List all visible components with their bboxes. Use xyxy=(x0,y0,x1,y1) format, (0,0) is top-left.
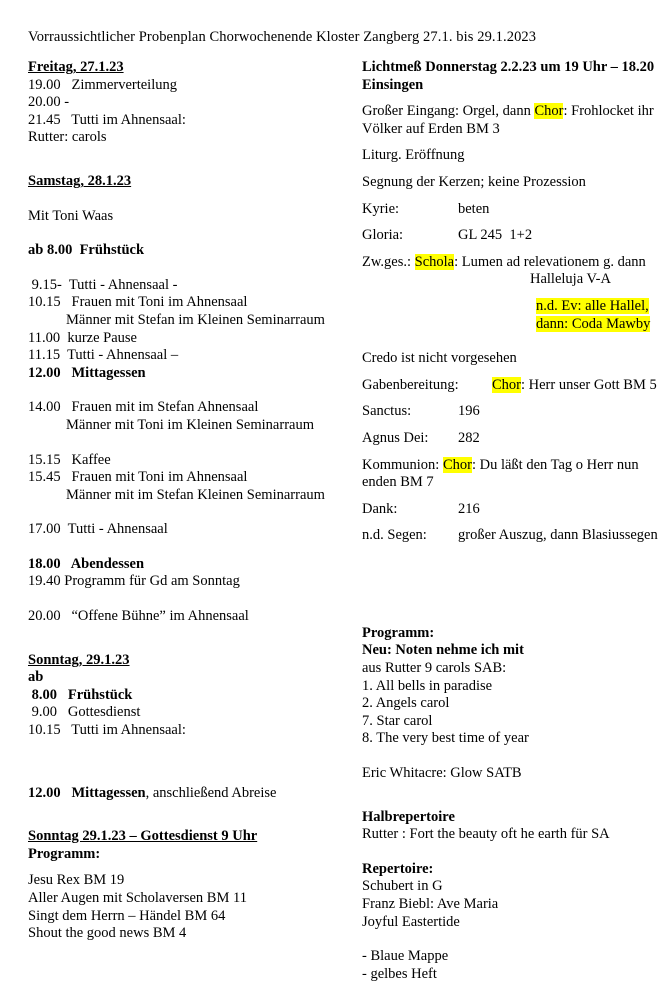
sunday-line-1: 8.00 Frühstück xyxy=(28,686,133,703)
nd-ev-highlight-2: dann: Coda Mawby xyxy=(536,315,651,332)
zwges-line xyxy=(362,254,668,272)
gabenbereitung-row xyxy=(362,377,668,395)
saturday-evening-tutti: 17.00 Tutti - Ahnensaal xyxy=(28,521,168,538)
saturday-morning-1: 9.15- Tutti - Ahnensaal - xyxy=(28,276,178,293)
saturday-morning-2: 10.15 Frauen mit Toni im Ahnensaal xyxy=(28,294,248,311)
document-title: Vorraussichtlicher Probenplan Chorwochenende Kloster Zangberg 27.1. bis 29.1.2023 xyxy=(28,29,537,45)
sunday-lunch-time: 12.00 Mittagessen xyxy=(28,784,146,801)
zwges-schola-highlight: Schola xyxy=(414,253,455,270)
kommunion-value: : Du läßt den Tag o Herr nun xyxy=(471,456,639,473)
dank-value: 216 xyxy=(458,500,480,517)
service-heading: Sonntag 29.1.23 – Gottesdienst 9 Uhr xyxy=(28,828,258,845)
spacer xyxy=(28,539,358,556)
materials-item-2: - gelbes Heft xyxy=(362,965,437,982)
liturg-opening: Liturg. Eröffnung xyxy=(362,147,465,164)
repertoire-item-3: Joyful Eastertide xyxy=(362,913,460,930)
friday-section xyxy=(28,59,358,147)
spacer xyxy=(362,748,668,765)
gabenbereitung-label: Gabenbereitung: xyxy=(362,376,459,393)
programm-item-2: 2. Angels carol xyxy=(362,695,450,712)
spacer xyxy=(362,245,668,254)
sunday-ab: ab xyxy=(28,669,44,686)
saturday-afternoon-2: Männer mit Toni im Kleinen Seminarraum xyxy=(66,416,314,433)
service-item-4: Shout the good news BM 4 xyxy=(28,925,187,942)
service-item-3: Singt dem Herrn – Händel BM 64 xyxy=(28,907,226,924)
entrance-line-1 xyxy=(362,103,668,121)
saturday-morning-4: 11.00 kurze Pause xyxy=(28,329,137,346)
spacer xyxy=(362,192,668,201)
zwges-label: Zw.ges.: xyxy=(362,253,415,270)
sunday-heading: Sonntag, 29.1.23 xyxy=(28,651,130,668)
left-column xyxy=(28,59,358,943)
lichtmess-section xyxy=(362,59,668,545)
spacer xyxy=(362,289,668,298)
spacer xyxy=(362,94,668,103)
spacer xyxy=(28,863,358,872)
spacer xyxy=(362,448,668,457)
saturday-program-gd: 19.40 Programm für Gd am Sonntag xyxy=(28,573,240,590)
gloria-label: Gloria: xyxy=(362,227,404,244)
friday-line-3: 21.45 Tutti im Ahnensaal: xyxy=(28,111,186,128)
sunday-line-2: 9.00 Gottesdienst xyxy=(28,704,141,721)
kommunion-label: Kommunion: xyxy=(362,456,443,473)
entrance-line-2: Völker auf Erden BM 3 xyxy=(362,120,500,137)
sanctus-row xyxy=(362,403,668,421)
sunday-section xyxy=(28,652,358,803)
saturday-morning-5: 11.15 Tutti - Ahnensaal – xyxy=(28,347,179,364)
gabenbereitung-choir-highlight: Chor xyxy=(492,376,521,393)
saturday-afternoon2-3: Männer mit im Stefan Kleinen Seminarraum xyxy=(66,486,325,503)
gloria-value: GL 245 1+2 xyxy=(458,227,533,244)
agnus-dei-label: Agnus Dei: xyxy=(362,429,429,446)
agnus-dei-value: 282 xyxy=(458,429,480,446)
spacer xyxy=(28,260,358,277)
programm-item-1: 1. All bells in paradise xyxy=(362,677,493,694)
segen-label: n.d. Segen: xyxy=(362,527,427,544)
spacer xyxy=(362,421,668,430)
programm-neu: Neu: Noten nehme ich mit xyxy=(362,642,524,659)
spacer xyxy=(362,368,668,377)
spacer xyxy=(362,545,668,625)
spacer xyxy=(362,492,668,501)
spacer xyxy=(28,225,358,242)
spacer xyxy=(362,931,668,948)
service-item-1: Jesu Rex BM 19 xyxy=(28,872,125,889)
lichtmess-heading-line-2: Einsingen xyxy=(362,76,424,93)
spacer xyxy=(362,844,668,861)
saturday-heading: Samstag, 28.1.23 xyxy=(28,172,132,189)
nd-ev-line-2 xyxy=(362,316,668,334)
credo-line: Credo ist nicht vorgesehen xyxy=(362,350,517,367)
programm-extra: Eric Whitacre: Glow SATB xyxy=(362,765,522,782)
spacer xyxy=(28,191,358,208)
dank-label: Dank: xyxy=(362,500,398,517)
spacer xyxy=(362,333,668,350)
halbrepertoire-section xyxy=(362,809,668,844)
materials-section xyxy=(362,948,668,983)
segen-row xyxy=(362,527,668,545)
saturday-afternoon2-1: 15.15 Kaffee xyxy=(28,451,111,468)
saturday-section xyxy=(28,173,358,626)
spacer xyxy=(28,435,358,452)
saturday-subtitle: Mit Toni Waas xyxy=(28,207,114,224)
spacer xyxy=(362,165,668,174)
programm-item-3: 7. Star carol xyxy=(362,712,433,729)
service-program-label: Programm: xyxy=(28,845,101,862)
spacer xyxy=(362,218,668,227)
gloria-row xyxy=(362,227,668,245)
spacer xyxy=(28,626,358,652)
programm-source: aus Rutter 9 carols SAB: xyxy=(362,660,507,677)
kyrie-row xyxy=(362,201,668,219)
saturday-dinner: 18.00 Abendessen xyxy=(28,555,145,572)
saturday-breakfast: ab 8.00 Frühstück xyxy=(28,242,145,259)
halbrepertoire-heading: Halbrepertoire xyxy=(362,808,455,825)
service-item-2: Aller Augen mit Scholaversen BM 11 xyxy=(28,890,247,906)
segen-value: großer Auszug, dann Blasiussegen xyxy=(458,527,658,544)
kommunion-choir-highlight: Chor xyxy=(442,456,472,473)
candle-blessing: Segnung der Kerzen; keine Prozession xyxy=(362,173,586,190)
saturday-afternoon-1: 14.00 Frauen mit im Stefan Ahnensaal xyxy=(28,399,259,416)
entrance-choir-highlight: Chor xyxy=(534,103,564,120)
agnus-dei-row xyxy=(362,430,668,448)
entrance-suffix: : Frohlocket ihr xyxy=(563,103,654,120)
saturday-morning-3: Männer mit Stefan im Kleinen Seminarraum xyxy=(66,311,325,328)
spacer xyxy=(28,382,358,399)
friday-line-1: 19.00 Zimmerverteilung xyxy=(28,76,177,93)
right-column xyxy=(362,59,668,983)
service-section xyxy=(28,828,358,943)
nd-ev-line-1 xyxy=(362,298,668,316)
programm-heading: Programm: xyxy=(362,624,435,641)
repertoire-item-1: Schubert in G xyxy=(362,878,443,895)
kommunion-line-2: enden BM 7 xyxy=(362,474,434,491)
saturday-lunch: 12.00 Mittagessen xyxy=(28,364,146,381)
dank-row xyxy=(362,501,668,519)
entrance-prefix: Großer Eingang: Orgel, dann xyxy=(362,103,535,120)
zwges-text: : Lumen ad relevationem g. dann xyxy=(454,253,646,270)
spacer xyxy=(28,740,358,785)
materials-item-1: - Blaue Mappe xyxy=(362,948,449,965)
gabenbereitung-value: : Herr unser Gott BM 5 xyxy=(521,376,657,393)
spacer xyxy=(28,147,358,173)
halleluja-line: Halleluja V-A xyxy=(530,271,611,288)
spacer xyxy=(28,504,358,521)
lichtmess-heading-line-1: Lichtmeß Donnerstag 2.2.23 um 19 Uhr – 18.20 xyxy=(362,59,655,75)
spacer xyxy=(28,802,358,828)
kyrie-label: Kyrie: xyxy=(362,200,400,217)
friday-line-2: 20.00 - xyxy=(28,94,70,111)
friday-line-4: Rutter: carols xyxy=(28,129,107,146)
saturday-open-stage: 20.00 “Offene Bühne” im Ahnensaal xyxy=(28,608,249,625)
repertoire-heading: Repertoire: xyxy=(362,860,434,877)
saturday-afternoon2-2: 15.45 Frauen mit Toni im Ahnensaal xyxy=(28,469,248,486)
repertoire-item-2: Franz Biebl: Ave Maria xyxy=(362,896,499,912)
nd-ev-highlight-1: n.d. Ev: alle Hallel, xyxy=(536,297,649,314)
sanctus-label: Sanctus: xyxy=(362,403,412,420)
programm-item-4: 8. The very best time of year xyxy=(362,730,529,747)
spacer xyxy=(362,783,668,809)
programm-section xyxy=(362,625,668,783)
halbrepertoire-line: Rutter : Fort the beauty oft he earth für SA xyxy=(362,826,610,843)
friday-heading: Freitag, 27.1.23 xyxy=(28,59,124,75)
spacer xyxy=(362,518,668,527)
repertoire-section xyxy=(362,861,668,931)
kyrie-value: beten xyxy=(458,200,490,217)
sunday-line-3: 10.15 Tutti im Ahnensaal: xyxy=(28,722,186,739)
sanctus-value: 196 xyxy=(458,403,480,420)
sunday-lunch-rest: , anschließend Abreise xyxy=(145,784,277,801)
spacer xyxy=(28,591,358,608)
spacer xyxy=(362,394,668,403)
kommunion-line-1 xyxy=(362,457,668,475)
spacer xyxy=(362,138,668,147)
